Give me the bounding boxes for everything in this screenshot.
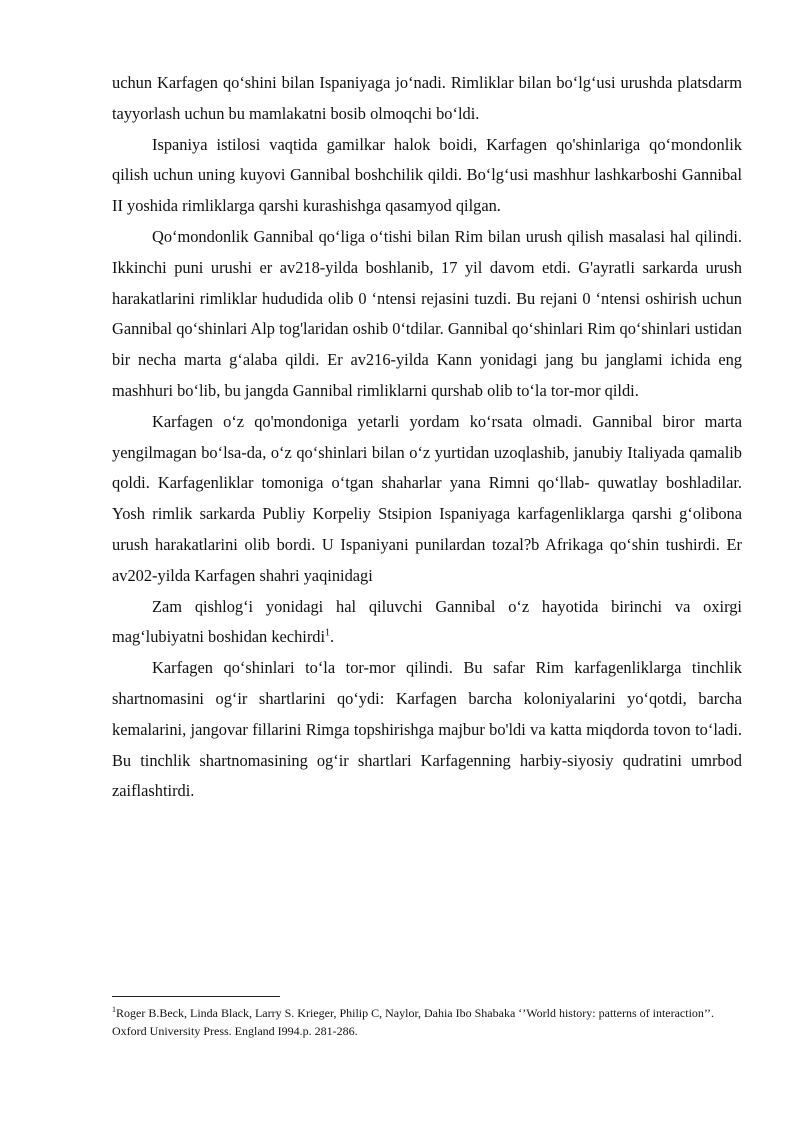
paragraph-carthage-support: Karfagen o‘z qo'mondoniga yetarli yordam ko‘rsata olmadi. Gannibal biror marta yengilmagan bo‘lsa-da, o‘z qo‘shinlari bilan o‘z yurtidan uzoqlashib, janubiy Italiyada qamalib qoldi. Karfagenliklar tomoniga o‘tgan shaharlar yana Rimni qo‘llab- quwatlay boshladilar. Yosh rimlik sarkarda Publiy Korpeliy Stsipion Ispaniyaga karfagenliklarga qarshi g‘olibona urush harakatlarini olib bordi. U Ispaniyani punilardan tozal?b Afrikaga qo‘shin tushirdi. Er av202-yilda Karfagen shahri yaqinidagi xyxy=(112,411,742,585)
footnote-text: Roger B.Beck, Linda Black, Larry S. Krieger, Philip C, Naylor, Dahia Ibo Shabaka ‘’World history: patterns of interaction’’. Oxford University Press. England I994.p. 281-286. xyxy=(112,1006,715,1038)
footnote xyxy=(112,1004,732,1040)
footnote-reference: 1 xyxy=(325,627,331,639)
paragraph-zama-defeat xyxy=(112,592,742,654)
paragraph-continuation: uchun Karfagen qo‘shini bilan Ispaniyaga jo‘nadi. Rimliklar bilan bo‘lg‘usi urushda platsdarm tayyorlash uchun bu mamlakatni bosib olmoqchi bo‘ldi. xyxy=(112,73,742,123)
document-body xyxy=(112,68,742,807)
zama-period: . xyxy=(330,627,335,647)
footnote-marker: 1 xyxy=(112,1005,116,1014)
paragraph-peace-treaty: Karfagen qo‘shinlari to‘la tor-mor qilindi. Bu safar Rim karfagenliklarga tinchlik shartnomasini og‘ir shartlarini qo‘ydi: Karfagen barcha koloniyalarini yo‘qotdi, barcha kemalarini, jangovar fillarini Rimga topshirishga majbur bo'ldi va katta miqdorda tovon to‘ladi. Bu tinchlik shartnomasining og‘ir shartlari Karfagenning harbiy-siyosiy qudratini umrbod zaiflashtirdi. xyxy=(112,658,742,801)
paragraph-second-punic-war: Qo‘mondonlik Gannibal qo‘liga o‘tishi bilan Rim bilan urush qilish masalasi hal qilindi. Ikkinchi puni urushi er av218-yilda boshlanib, 17 yil davom etdi. G'ayratli sarkarda urush harakatlarini rimliklar hududida olib 0 ‘ntensi rejasini tuzdi. Bu rejani 0 ‘ntensi oshirish uchun Gannibal qo‘shinlari Alp tog'laridan oshib 0‘tdilar. Gannibal qo‘shinlari Rim qo‘shinlari ustidan bir necha marta g‘alaba qildi. Er av216-yilda Kann yonidagi jang bu janglami ichida eng mashhuri bo‘lib, bu jangda Gannibal rimliklarni qurshab olib to‘la tor-mor qildi. xyxy=(112,226,742,400)
zama-text: Zam qishlog‘i yonidagi hal qiluvchi Gannibal o‘z hayotida birinchi va oxirgi mag‘lubiyatni boshidan kechirdi xyxy=(112,596,742,647)
paragraph-spain-conquest: Ispaniya istilosi vaqtida gamilkar halok boidi, Karfagen qo'shinlariga qo‘mondonlik qilish uchun uning kuyovi Gannibal boshchilik qildi. Bo‘lg‘usi mashhur lashkarboshi Gannibal II yoshida rimliklarga qarshi kurashishga qasamyod qilgan. xyxy=(112,134,742,216)
footnote-divider xyxy=(112,996,280,997)
